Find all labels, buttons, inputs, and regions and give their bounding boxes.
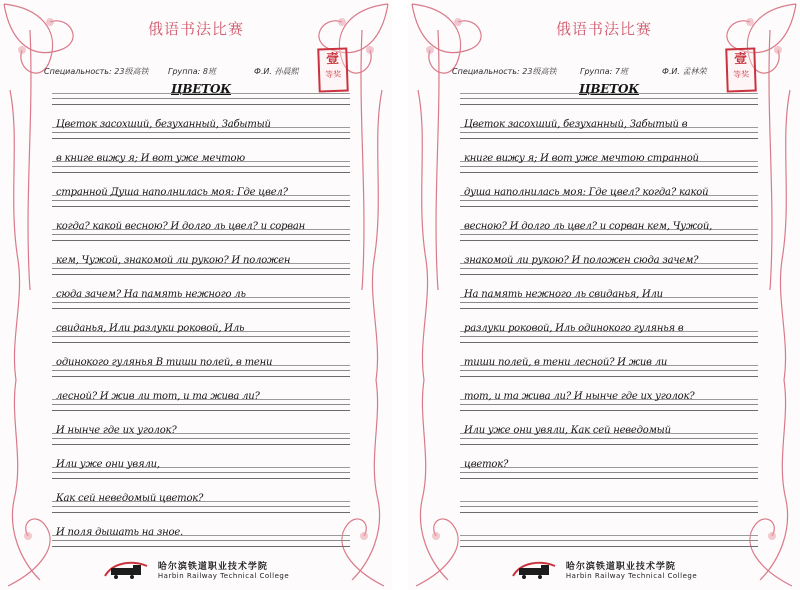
- text-line: Цветок засохший, безуханный, Забытый в: [460, 105, 758, 139]
- college-name: [158, 559, 289, 580]
- college-name-en: Harbin Railway Technical College: [157, 571, 290, 580]
- text-line: Цветок засохший, безуханный, Забытый: [52, 105, 350, 139]
- seal-rank: 壹: [733, 51, 748, 68]
- text-line: знакомой ли рукою? И положен сюда зачем?: [460, 241, 758, 275]
- text-line: цветок?: [460, 445, 758, 479]
- page-gutter: [392, 0, 408, 590]
- text-line: одинокого гулянья В тиши полей, в тени: [52, 343, 350, 377]
- name-field: [254, 66, 299, 77]
- text-line: [460, 479, 758, 513]
- left-calligraphy-sheet: [0, 0, 392, 590]
- text-line: в книге вижу я; И вот уже мечтою: [52, 139, 350, 173]
- group-field: [580, 66, 628, 77]
- text-line: душа наполнилась моя: Где цвел? когда? какой: [460, 173, 758, 207]
- text-line: весною? И долго ль цвел? и сорван кем, Чужой,: [460, 207, 758, 241]
- name-label: Ф.И.: [254, 67, 272, 76]
- text-line: тиши полей, в тени лесной? И жив ли: [460, 343, 758, 377]
- text-line: свиданья, Или разлуки роковой, Иль: [52, 309, 350, 343]
- group-value: 8班: [202, 67, 216, 76]
- text-line: тот, и та жива ли? И нынче где их уголок?: [460, 377, 758, 411]
- seal-text: 等奖: [324, 69, 342, 79]
- college-footer: [0, 558, 392, 580]
- group-label: Группа:: [168, 67, 201, 76]
- specialty-field: [452, 66, 556, 77]
- name-value: 孙晨熙: [274, 67, 299, 76]
- college-logo-icon: [103, 558, 149, 580]
- text-line: сюда зачем? На память нежного ль: [52, 275, 350, 309]
- college-logo-icon: [511, 558, 557, 580]
- text-line: странной Душа наполнилась моя: Где цвел?: [52, 173, 350, 207]
- sheet-title: 俄语书法比赛: [147, 20, 244, 38]
- specialty-label: Специальность:: [44, 67, 112, 76]
- text-line: кем, Чужой, знакомой ли рукою? И положен: [52, 241, 350, 275]
- text-line: Как сей неведомый цветок?: [52, 479, 350, 513]
- poem-heading-row: [52, 80, 350, 105]
- name-label: Ф.И.: [662, 67, 680, 76]
- text-line: когда? какой весною? И долго ль цвел? и сорван: [52, 207, 350, 241]
- sheet-title: 俄语书法比赛: [555, 20, 652, 38]
- college-footer: [408, 558, 800, 580]
- college-name-cn: 哈尔滨铁道职业技术学院: [565, 561, 676, 572]
- text-line: На память нежного ль свиданья, Или: [460, 275, 758, 309]
- writing-lines: [52, 80, 350, 547]
- right-calligraphy-sheet: [408, 0, 800, 590]
- seal-text: 等奖: [732, 69, 750, 79]
- text-line: разлуки роковой, Иль одинокого гулянья в: [460, 309, 758, 343]
- text-line: [460, 513, 758, 547]
- text-line: Или уже они увяли, Как сей неведомый: [460, 411, 758, 445]
- text-line: Или уже они увяли,: [52, 445, 350, 479]
- text-line: И нынче где их уголок?: [52, 411, 350, 445]
- college-name: [566, 559, 697, 580]
- group-value: 7班: [614, 67, 628, 76]
- specialty-label: Специальность:: [452, 67, 520, 76]
- poem-heading: ЦВЕТОК: [171, 82, 231, 96]
- text-line: книге вижу я; И вот уже мечтою странной: [460, 139, 758, 173]
- poem-heading: ЦВЕТОК: [579, 82, 639, 96]
- seal-rank: 壹: [325, 51, 340, 68]
- text-line: И поля дышать на зное.: [52, 513, 350, 547]
- specialty-value: 23级高铁: [114, 67, 149, 76]
- group-label: Группа:: [580, 67, 613, 76]
- college-name-en: Harbin Railway Technical College: [565, 571, 698, 580]
- name-field: [662, 66, 707, 77]
- college-name-cn: 哈尔滨铁道职业技术学院: [157, 561, 268, 572]
- specialty-value: 23级高铁: [522, 67, 557, 76]
- writing-lines: [460, 80, 758, 547]
- specialty-field: [44, 66, 148, 77]
- name-value: 孟林荣: [682, 67, 707, 76]
- poem-heading-row: [460, 80, 758, 105]
- text-line: лесной? И жив ли тот, и та жива ли?: [52, 377, 350, 411]
- group-field: [168, 66, 216, 77]
